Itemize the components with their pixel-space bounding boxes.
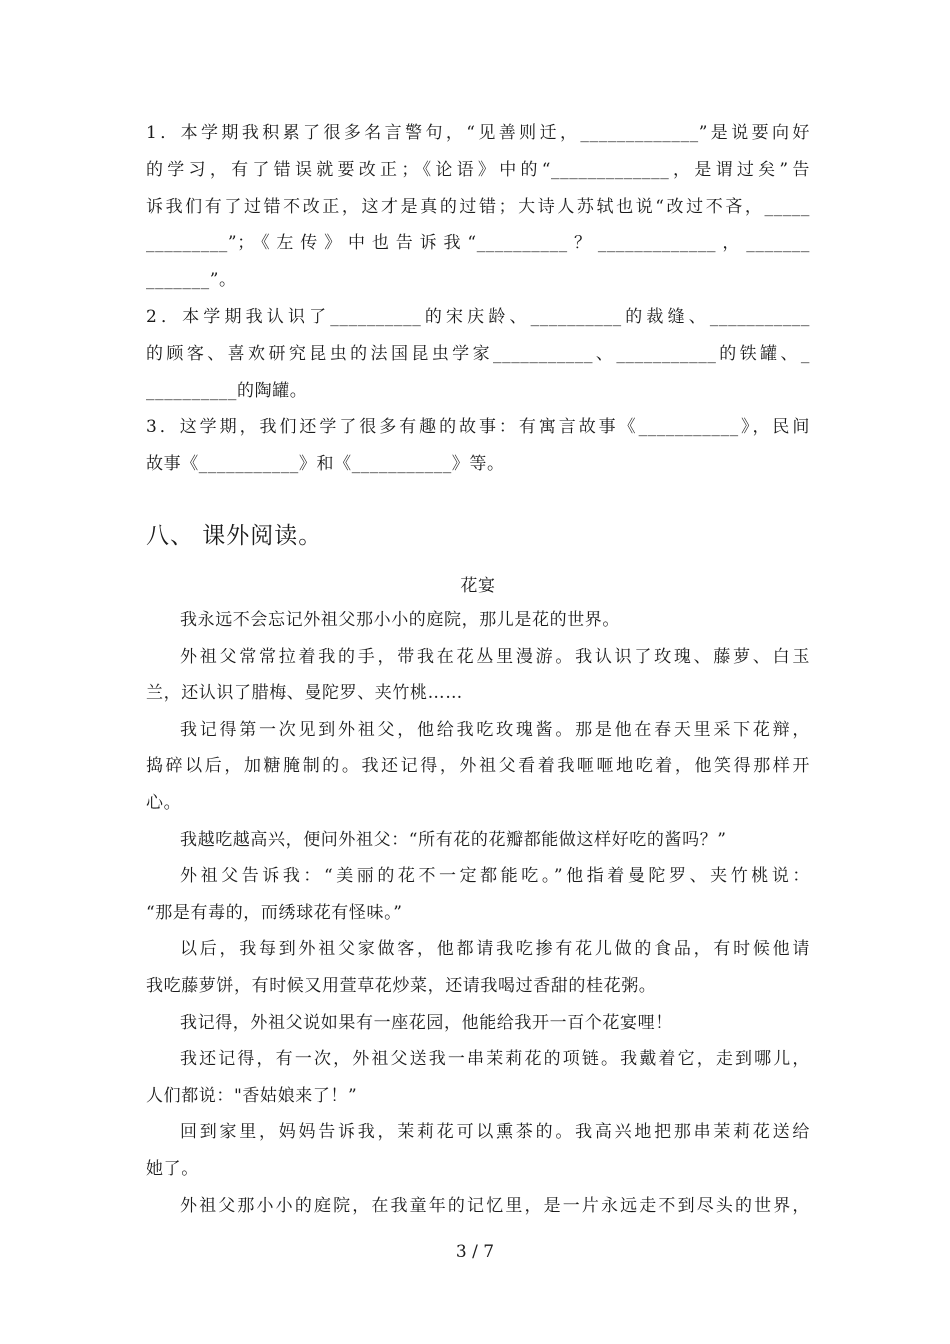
section-heading: 八、 课外阅读。 (146, 523, 323, 549)
fill-in-questions (146, 115, 810, 483)
question-3-line: 3．这学期，我们还学了很多有趣的故事：有寓言故事《___________》，民间 (146, 417, 810, 438)
passage-line: 我记得，外祖父说如果有一座花园，他能给我开一百个花宴哩！ (180, 1012, 673, 1033)
passage-line: 以后，我每到外祖父家做客，他都请我吃掺有花儿做的食品，有时候他请 (180, 939, 810, 960)
passage-line: 我永远不会忘记外祖父那小小的庭院，那儿是花的世界。 (180, 610, 620, 630)
passage-line: 人们都说："香姑娘来了！” (146, 1085, 358, 1106)
passage-title: 花宴 (460, 576, 496, 596)
question-3-line: 故事《___________》和《___________》等。 (146, 454, 505, 475)
question-1-line: _______”。 (146, 270, 237, 291)
page-number: 3 / 7 (455, 1242, 495, 1262)
question-2-line: __________的陶罐。 (146, 380, 308, 401)
passage-line: 我还记得，有一次，外祖父送我一串茉莉花的项链。我戴着它，走到哪儿， (180, 1049, 810, 1070)
question-2-line: 2．本学期我认识了__________的宋庆龄、__________的裁缝、___________ (146, 306, 810, 327)
passage-line: 心。 (146, 792, 182, 813)
passage-line: 回到家里，妈妈告诉我，茉莉花可以熏茶的。我高兴地把那串茉莉花送给 (180, 1122, 810, 1143)
passage-line: “那是有毒的，而绣球花有怪味。” (146, 902, 403, 923)
question-1-line: 1．本学期我积累了很多名言警句，“见善则迁，_____________”是说要向好 (146, 123, 810, 143)
question-1-line: 诉我们有了过错不改正，这才是真的过错；大诗人苏轼也说“改过不吝，_____ (146, 196, 810, 217)
passage-line: 外祖父那小小的庭院，在我童年的记忆里，是一片永远走不到尽头的世界， (180, 1195, 810, 1216)
passage-line: 外祖父常常拉着我的手，带我在花丛里漫游。我认识了玫瑰、藤萝、白玉 (180, 646, 810, 667)
reading-passage (146, 602, 810, 1224)
passage-line: 我吃藤萝饼，有时候又用萱草花炒菜，还请我喝过香甜的桂花粥。 (146, 975, 657, 996)
passage-line: 兰，还认识了腊梅、曼陀罗、夹竹桃…… (146, 683, 463, 704)
passage-line: 我记得第一次见到外祖父，他给我吃玫瑰酱。那是他在春天里采下花辩， (180, 719, 810, 740)
passage-line: 她了。 (146, 1158, 199, 1179)
passage-line: 我越吃越高兴，便问外祖父：“所有花的花瓣都能做这样好吃的酱吗？” (180, 829, 727, 850)
question-2-line: 的顾客、喜欢研究昆虫的法国昆虫学家___________、___________的铁罐、_ (146, 343, 810, 364)
passage-line: 捣碎以后，加糖腌制的。我还记得，外祖父看着我咂咂地吃着，他笑得那样开 (146, 756, 810, 777)
question-1-line: _________”；《左传》中也告诉我“__________？_____________，_______ (146, 233, 810, 254)
passage-line: 外祖父告诉我：“美丽的花不一定都能吃。”他指着曼陀罗、夹竹桃说： (180, 866, 810, 887)
question-1-line: 的学习，有了错误就要改正；《论语》中的“_____________，是谓过矣”告 (146, 159, 810, 180)
